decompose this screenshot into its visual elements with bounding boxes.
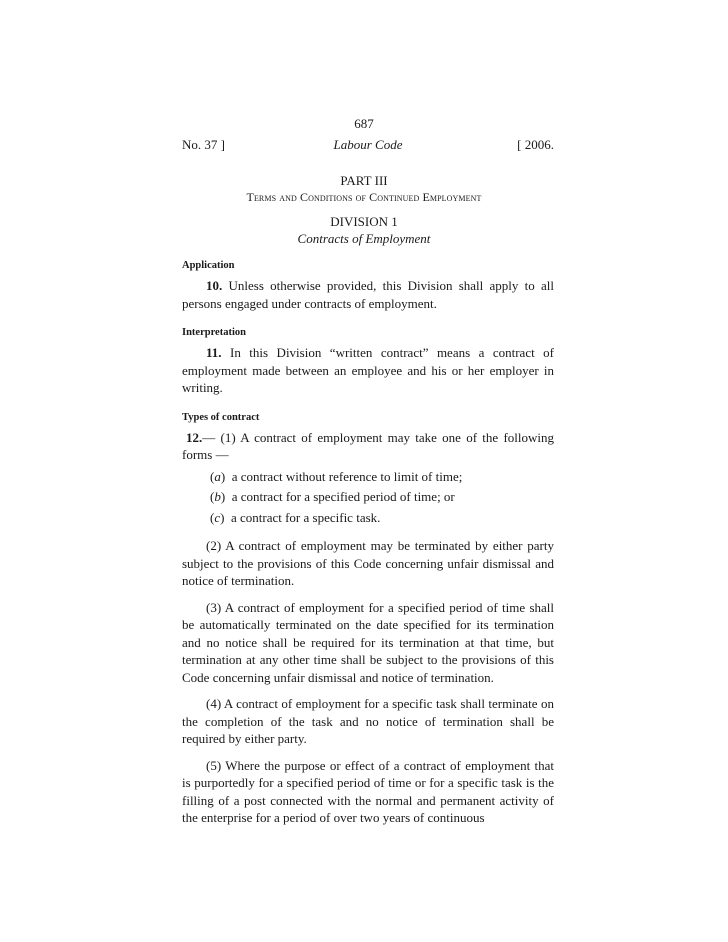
marginal-note: Types of contract [182,411,260,423]
section-paragraph [182,277,554,312]
subsection-paragraph: (5) Where the purpose or effect of a contract of employment that is purportedly for a specified period of time or for a specific task is the filling of a post connected with the normal and permanent activity of the enterprise for a period of over two years of continuous [182,757,554,825]
section-text: — (1) A contract of employment may take one of the following forms — [182,429,554,462]
section-number: 10. [206,278,223,293]
list-item: (a) a contract without reference to limit of time; [210,468,463,484]
marginal-note: Application [182,260,235,271]
division-subtitle: Contracts of Employment [297,231,431,246]
section-paragraph [182,344,554,397]
section-paragraph [182,429,554,464]
list-item: (c) a contract for a specific task. [210,509,381,525]
section-number: 11. [206,345,222,360]
subsection-paragraph: (3) A contract of employment for a specified period of time shall be automatically terminated on the date specified for its termination and no notice shall be required for its termination at that time, but termination at any other time shall be subject to the provisions of this Code concerning unfair dismissal and notice of termination. [182,599,554,685]
item-label: b [214,489,221,504]
running-header [182,137,554,155]
section-number: 12. [186,429,203,445]
subsection-paragraph: (2) A contract of employment may be terminated by either party subject to the provisions of this Code concerning unfair dismissal and notice of termination. [182,538,554,588]
header-title: Labour Code [333,137,403,152]
subsection-paragraph: (4) A contract of employment for a specific task shall terminate on the completion of the task and no notice of termination shall be required by either party. [182,696,554,746]
item-text: a contract for a specified period of time; or [231,489,455,504]
item-text: a contract for a specific task. [230,509,381,525]
item-label: c [214,509,221,525]
section-text: Unless otherwise provided, this Division shall apply to all persons engaged under contracts of employment. [182,278,554,311]
part-title: PART III [340,173,388,188]
page-number: 687 [354,116,374,131]
list-item: (b) a contract for a specified period of time; or [210,489,455,504]
marginal-note: Interpretation [182,327,246,338]
header-act-number: No. 37 ] [182,137,225,152]
section-text: In this Division “written contract” means a contract of employment made between an employee and his or her employer in writing. [182,345,555,395]
division-title: DIVISION 1 [330,214,398,229]
document-body [182,259,554,827]
header-year: [ 2006. [517,137,554,152]
part-subtitle: Terms and Conditions of Continued Employment [246,190,482,204]
item-label: a [214,468,221,484]
item-text: a contract without reference to limit of time; [231,468,463,484]
